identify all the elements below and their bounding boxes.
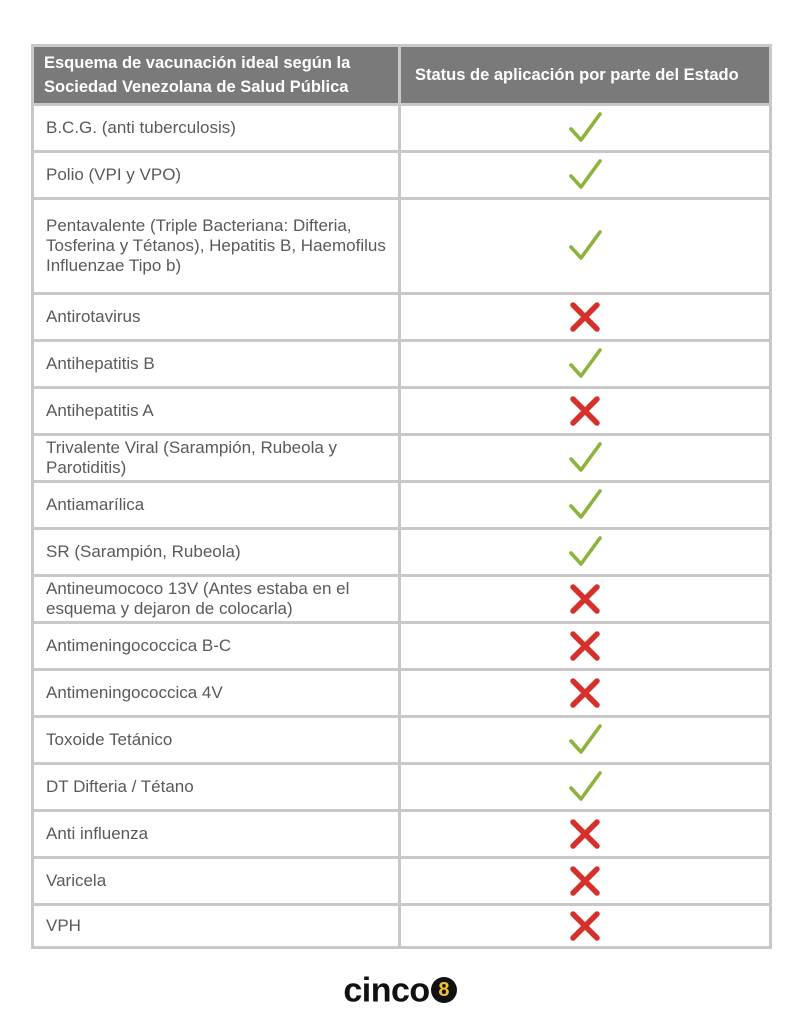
vaccine-name: DT Difteria / Tétano [33, 764, 400, 811]
table-row [33, 764, 771, 811]
table-row [33, 294, 771, 341]
vaccine-name: B.C.G. (anti tuberculosis) [33, 105, 400, 152]
status-cell [400, 670, 771, 717]
status-cell [400, 199, 771, 294]
status-cell [400, 435, 771, 482]
vaccine-name: Antineumococo 13V (Antes estaba en el esquema y dejaron de colocarla) [33, 576, 400, 623]
checkmark-icon [567, 722, 603, 758]
status-cell [400, 294, 771, 341]
status-cell [400, 388, 771, 435]
status-cell [400, 152, 771, 199]
status-cell [400, 811, 771, 858]
header-vaccination-scheme: Esquema de vacunación ideal según la Sociedad Venezolana de Salud Pública [33, 46, 400, 105]
cross-icon [567, 675, 603, 711]
vaccine-name: Toxoide Tetánico [33, 717, 400, 764]
vaccine-name: Trivalente Viral (Sarampión, Rubeola y Parotiditis) [33, 435, 400, 482]
table-row [33, 623, 771, 670]
table-row [33, 529, 771, 576]
header-application-status: Status de aplicación por parte del Estado [400, 46, 771, 105]
table-row [33, 811, 771, 858]
vaccine-name: VPH [33, 905, 400, 948]
table-row [33, 152, 771, 199]
checkmark-icon [567, 440, 603, 476]
checkmark-icon [567, 346, 603, 382]
table-header-row [33, 46, 771, 105]
table-row [33, 199, 771, 294]
cross-icon [567, 908, 603, 944]
status-cell [400, 764, 771, 811]
table-row [33, 388, 771, 435]
vaccination-table [31, 44, 772, 949]
checkmark-icon [567, 487, 603, 523]
vaccine-name: Pentavalente (Triple Bacteriana: Difteria, Tosferina y Tétanos), Hepatitis B, Haemofilus Influenzae Tipo b) [33, 199, 400, 294]
vaccine-name: SR (Sarampión, Rubeola) [33, 529, 400, 576]
cross-icon [567, 816, 603, 852]
table-row [33, 576, 771, 623]
table-row [33, 482, 771, 529]
status-cell [400, 105, 771, 152]
table-row [33, 670, 771, 717]
checkmark-icon [567, 534, 603, 570]
table-row [33, 905, 771, 948]
table-row [33, 717, 771, 764]
checkmark-icon [567, 110, 603, 146]
vaccine-name: Varicela [33, 858, 400, 905]
table-row [33, 858, 771, 905]
vaccine-name: Antirotavirus [33, 294, 400, 341]
status-cell [400, 858, 771, 905]
status-cell [400, 482, 771, 529]
table-row [33, 341, 771, 388]
vaccine-name: Antihepatitis A [33, 388, 400, 435]
vaccine-name: Anti influenza [33, 811, 400, 858]
vaccine-name: Antimeningococcica 4V [33, 670, 400, 717]
status-cell [400, 576, 771, 623]
status-cell [400, 905, 771, 948]
vaccine-name: Antiamarílica [33, 482, 400, 529]
cross-icon [567, 393, 603, 429]
logo-badge: 8 [431, 977, 457, 1003]
checkmark-icon [567, 228, 603, 264]
status-cell [400, 717, 771, 764]
cross-icon [567, 863, 603, 899]
status-cell [400, 623, 771, 670]
cinco8-logo [0, 970, 800, 1011]
vaccine-name: Antihepatitis B [33, 341, 400, 388]
vaccine-name: Antimeningococcica B-C [33, 623, 400, 670]
cross-icon [567, 581, 603, 617]
table-row [33, 105, 771, 152]
cross-icon [567, 628, 603, 664]
table-row [33, 435, 771, 482]
vaccine-name: Polio (VPI y VPO) [33, 152, 400, 199]
status-cell [400, 341, 771, 388]
status-cell [400, 529, 771, 576]
logo-wordmark: cinco [343, 971, 430, 1010]
checkmark-icon [567, 769, 603, 805]
checkmark-icon [567, 157, 603, 193]
cross-icon [567, 299, 603, 335]
